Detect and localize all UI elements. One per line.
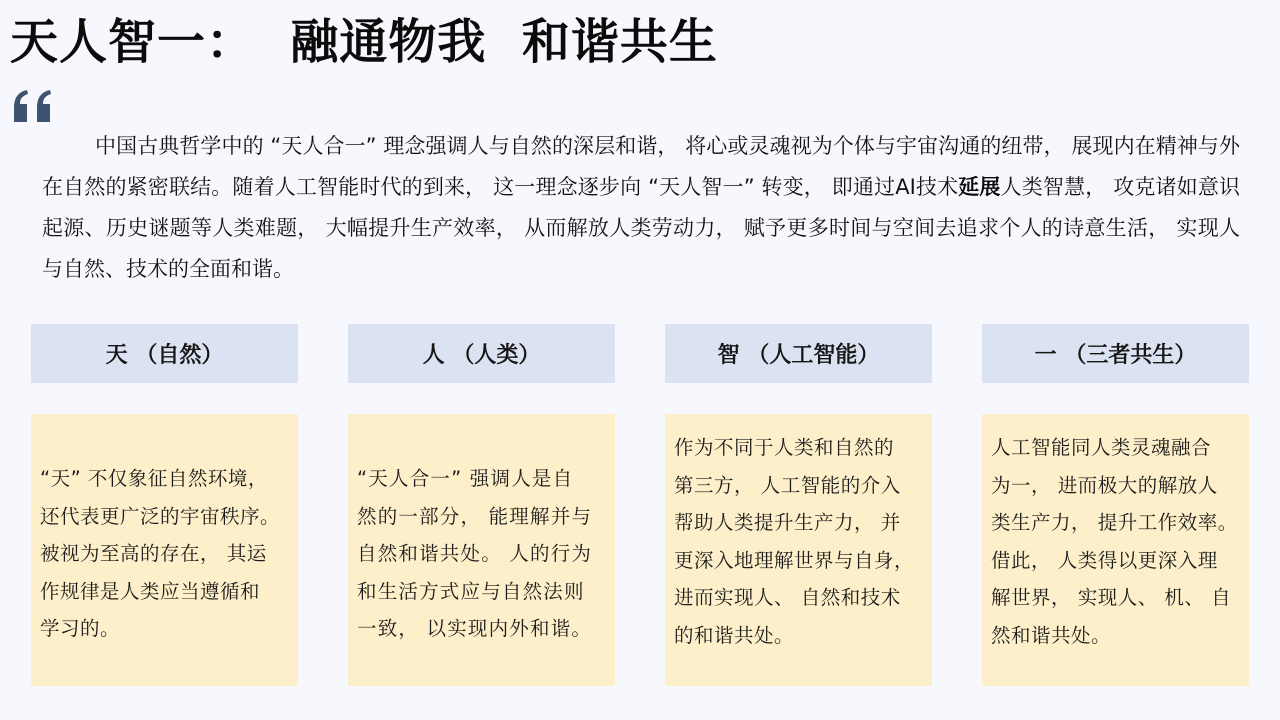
column-card-text: 人工智能同人类灵魂融合 为一， 进而极大的解放人 类生产力， 提升工作效率。 借此， 人类得以更深入理 解世界， 实现人、 机、 自 然和谐共处。 [991,436,1238,647]
column-header-heaven: 天 （自然） [31,324,298,383]
intro-text-part-2: 人类智慧， 攻克诸如意识起源、历史谜题等人类难题， 大幅提升生产效率， 从而解放人类劳动力， 赋予更多时间与空间去追求个人的诗意生活， 实现人与自然、技术的全面和谐。 [42,175,1241,281]
column-card-text: “天人合一” 强调人是自 然的一部分， 能理解并与 自然和谐共处。 人的行为 和生活方式应与自然法则 一致， 以实现内外和谐。 [357,467,593,640]
intro-emphasis: 延展 [958,175,1001,199]
column-card-intelligence [665,414,932,686]
intro-paragraph [42,126,1240,290]
column-header-unity: 一 （三者共生） [982,324,1249,383]
quote-mark-icon [10,84,58,132]
column-card-human [348,414,615,686]
column-card-text: 作为不同于人类和自然的 第三方， 人工智能的介入 帮助人类提升生产力， 并 更深入地理解世界与自身， 进而实现人、 自然和技术 的和谐共处。 [674,436,915,647]
column-card-text: “天” 不仅象征自然环境， 还代表更广泛的宇宙秩序。 被视为至高的存在， 其运 作规律是人类应当遵循和 学习的。 [40,467,281,640]
page-title: 天人智一： 融通物我 和谐共生 [10,14,718,70]
column-card-unity [982,414,1249,686]
intro-text-part-1: 中国古典哲学中的 “天人合一” 理念强调人与自然的深层和谐， 将心或灵魂视为个体与宇宙沟通的纽带， 展现内在精神与外在自然的紧密联结。随着人工智能时代的到来， 这一理念逐步向 “天人智一” 转变， 即通过AI技术 [42,134,1240,199]
column-header-intelligence: 智 （人工智能） [665,324,932,383]
column-header-human: 人 （人类） [348,324,615,383]
column-card-heaven [31,414,298,686]
